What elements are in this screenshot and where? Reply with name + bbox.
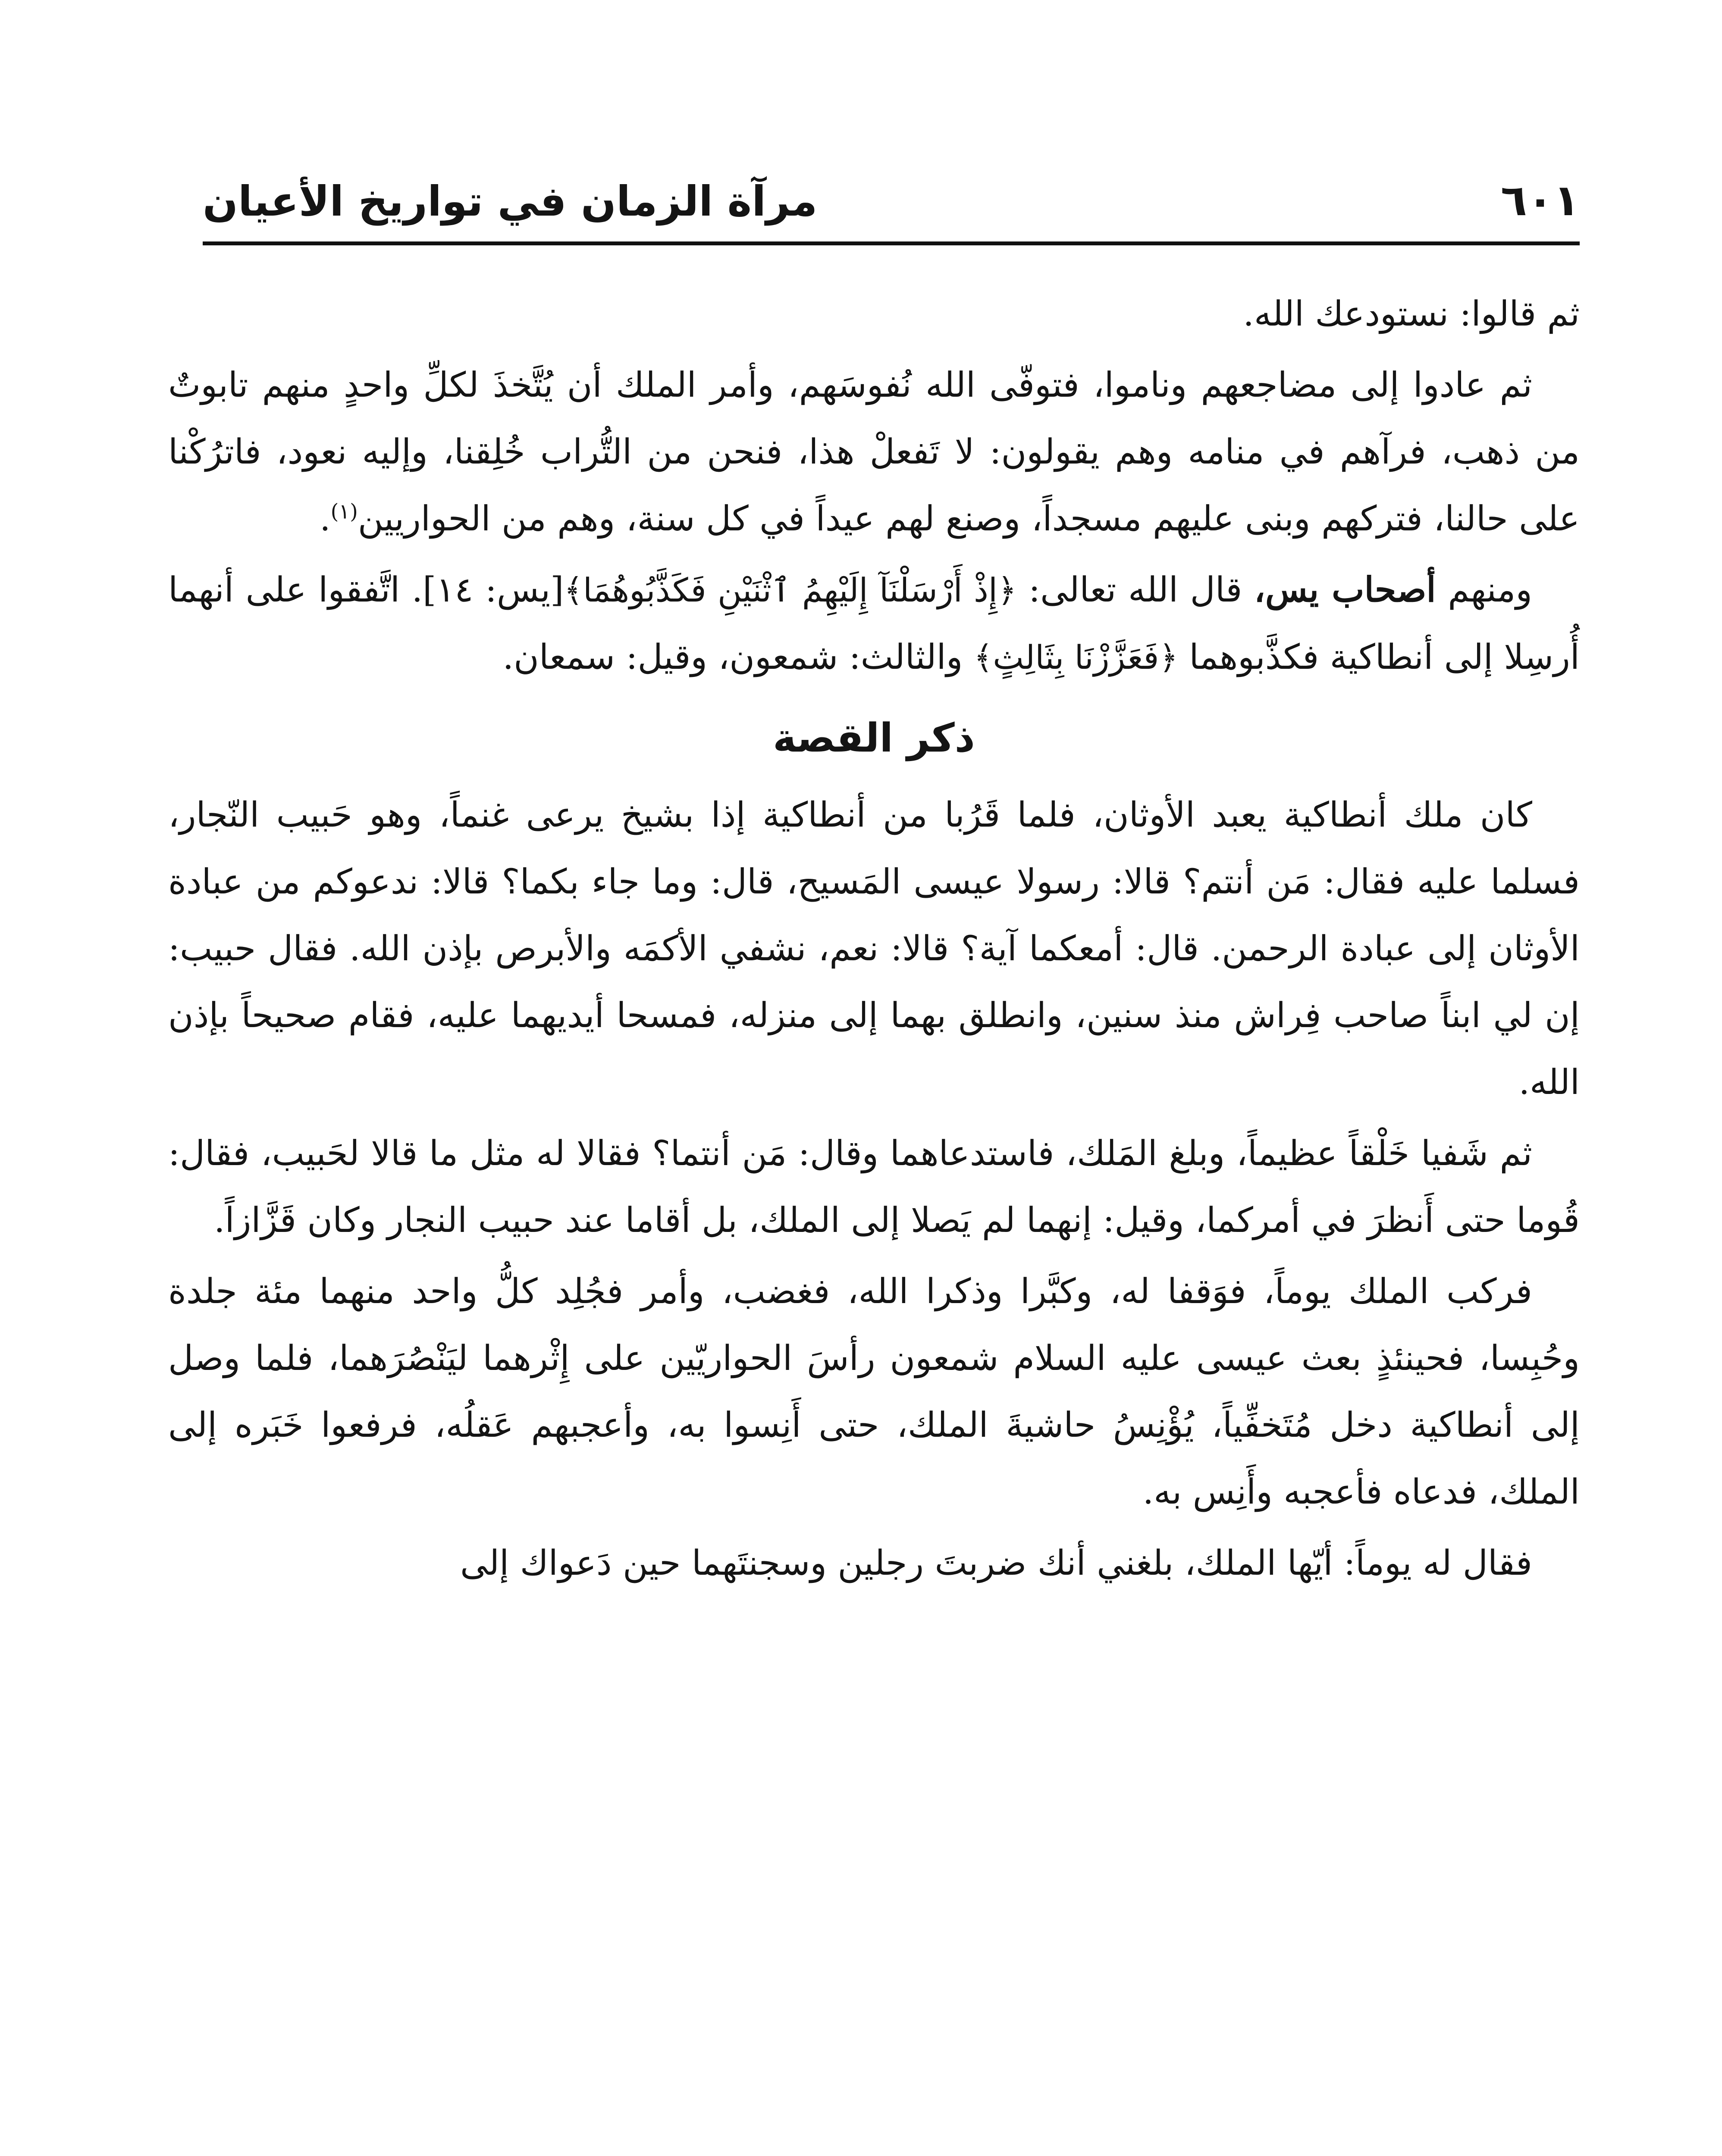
paragraph-6: فركب الملك يوماً، فوَقفا له، وكبَّرا وذكرا الله، فغضب، وأمر فجُلِد كلُّ واحد منهما مئة جلدة وحُبِسا، فحينئذٍ بعث عيسى عليه السلام شمعون رأسَ الحواريّين على إِثْرهما ليَنْصُرَهما، فلما وصل إلى أنطاكية دخل مُتَخفِّياً، يُؤْنِسُ حاشيةَ الملك، حتى أَنِسوا به، وأعجبهم عَقلُه، فرفعوا خَبَره إلى الملك، فدعاه فأعجبه وأَنِس به.: [168, 1271, 1580, 1512]
paragraph-3-text-d: والثالث: شمعون، وقيل: سمعان.: [502, 637, 974, 677]
paragraph-1: ثم قالوا: نستودعك الله.: [1243, 294, 1580, 334]
section-heading: ذكر القصة: [773, 715, 975, 761]
page-number: ٦٠١: [1500, 175, 1580, 226]
paragraph-3-text-c: [يس: ١٤]. اتَّفقوا على أنهما أُرسِلا إلى أنطاكية فكذَّبوهما: [168, 570, 1580, 677]
companions-name: أصحاب يس،: [1254, 569, 1436, 610]
paragraph-2: [168, 351, 1580, 552]
paragraph-5: ثم شَفيا خَلْقاً عظيماً، وبلغ المَلك، فاستدعاهما وقال: مَن أنتما؟ فقالا له مثل ما قالا لحَبيب، فقال: قُوما حتى أَنظرَ في أمركما، وقيل: إنهما لم يَصلا إلى الملك، بل أقاما عند حبيب النجار وكان قَزَّازاً.: [168, 1133, 1580, 1240]
paragraph-4: كان ملك أنطاكية يعبد الأوثان، فلما قَرُبا من أنطاكية إذا بشيخ يرعى غنماً، وهو حَبيب النّجار، فسلما عليه فقال: مَن أنتم؟ قالا: رسولا عيسى المَسيح، قال: وما جاء بكما؟ قالا: ندعوكم من عبادة الأوثان إلى عبادة الرحمن. قال: أمعكما آية؟ قالا: نعم، نشفي الأكمَه والأبرص بإذن الله. فقال حبيب: إن لي ابناً صاحب فِراش منذ سنين، وانطلق بهما إلى منزله، فمسحا أيديهما عليه، فقام صحيحاً بإذن الله.: [168, 795, 1580, 1102]
paragraph-3-text-a: ومنهم: [1436, 570, 1532, 610]
quran-verse-1: ﴿إِذْ أَرْسَلْنَآ إِلَيْهِمُ ٱثْنَيْنِ فَكَذَّبُوهُمَا﴾: [564, 571, 1017, 609]
running-title: مرآة الزمان في تواريخ الأعيان: [203, 177, 818, 226]
header-rule: [203, 241, 1580, 245]
running-header: [203, 160, 1580, 237]
main-text: [168, 280, 1580, 1601]
paragraph-7: فقال له يوماً: أيّها الملك، بلغني أنك ضربتَ رجلين وسجنتَهما حين دَعواك إلى: [460, 1543, 1532, 1583]
paragraph-2-end: .: [320, 498, 331, 539]
paragraph-3: [168, 556, 1580, 691]
quran-verse-2: ﴿فَعَزَّزْنَا بِثَالِثٍ﴾: [973, 638, 1178, 677]
paragraph-2-text: ثم عادوا إلى مضاجعهم وناموا، فتوفّى الله نُفوسَهم، وأمر الملك أن يُتَّخذَ لكلِّ واحدٍ منهم تابوتٌ من ذهب، فرآهم في منامه وهم يقولون: لا تَفعلْ هذا، فنحن من التُّراب خُلِقنا، وإليه نعود، فاترُكْنا على حالنا، فتركهم وبنى عليهم مسجداً، وصنع لهم عيداً في كل سنة، وهم من الحواريين: [168, 365, 1580, 539]
footnote-reference[interactable]: (١): [330, 499, 358, 524]
paragraph-3-text-b: قال الله تعالى:: [1016, 570, 1255, 610]
